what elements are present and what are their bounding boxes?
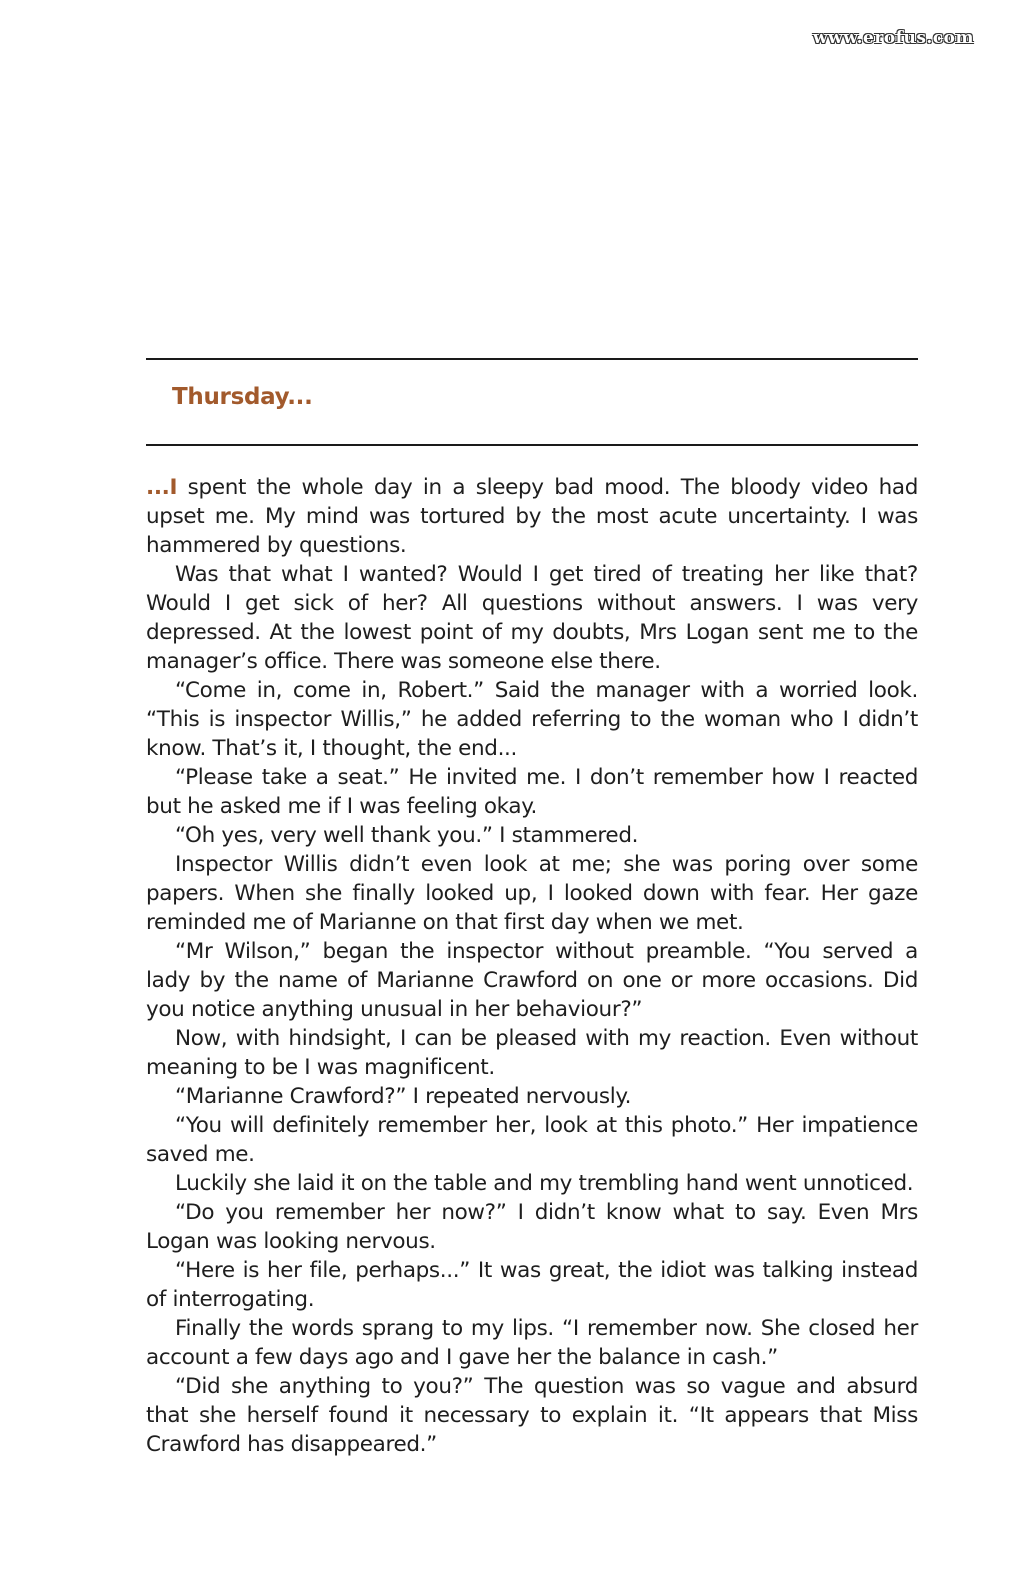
paragraph: “Oh yes, very well thank you.” I stammered. [175, 823, 639, 848]
paragraph: “You will definitely remember her, look at this photo.” Her impatience saved me. [146, 1113, 918, 1167]
lead-ellipsis: ...I [146, 475, 178, 500]
paragraph: “Did she anything to you?” The question was so vague and absurd that she herself found it necessary to explain it. “It appears that Miss Crawford has disappeared.” [146, 1374, 918, 1457]
paragraph: Finally the words sprang to my lips. “I remember now. She closed her account a few days ago and I gave her the balance in cash.” [146, 1316, 918, 1370]
paragraph: “Here is her file, perhaps...” It was great, the idiot was talking instead of interrogating. [146, 1258, 918, 1312]
paragraph: “Please take a seat.” He invited me. I don’t remember how I reacted but he asked me if I was feeling okay. [146, 765, 918, 819]
paragraph: Luckily she laid it on the table and my trembling hand went unnoticed. [175, 1171, 914, 1196]
chapter-title: Thursday... [172, 384, 313, 410]
paragraph: “Come in, come in, Robert.” Said the manager with a worried look. “This is inspector Willis,” he added referring to the woman who I didn’t know. That’s it, I thought, the end... [146, 678, 918, 761]
watermark: www.erofus.com [812, 28, 974, 48]
header-rule-top [146, 358, 918, 360]
paragraph: Inspector Willis didn’t even look at me; she was poring over some papers. When she finally looked up, I looked down with fear. Her gaze reminded me of Marianne on that first day when we met. [146, 852, 918, 935]
paragraph: Now, with hindsight, I can be pleased with my reaction. Even without meaning to be I was magnificent. [146, 1026, 918, 1080]
paragraph: “Marianne Crawford?” I repeated nervously. [175, 1084, 632, 1109]
header-rule-bottom [146, 444, 918, 446]
paragraph: Was that what I wanted? Would I get tired of treating her like that? Would I get sick of her? All questions without answers. I was very depressed. At the lowest point of my doubts, Mrs Logan sent me to the manager’s office. There was someone else there. [146, 562, 918, 674]
story-text [146, 473, 918, 1459]
paragraph: “Mr Wilson,” began the inspector without preamble. “You served a lady by the name of Marianne Crawford on one or more occasions. Did you notice anything unusual in her behaviour?” [146, 939, 918, 1022]
paragraph: ...I spent the whole day in a sleepy bad mood. The bloody video had upset me. My mind was tortured by the most acute uncertainty. I was hammered by questions. [146, 475, 918, 558]
paragraph: “Do you remember her now?” I didn’t know what to say. Even Mrs Logan was looking nervous. [146, 1200, 918, 1254]
